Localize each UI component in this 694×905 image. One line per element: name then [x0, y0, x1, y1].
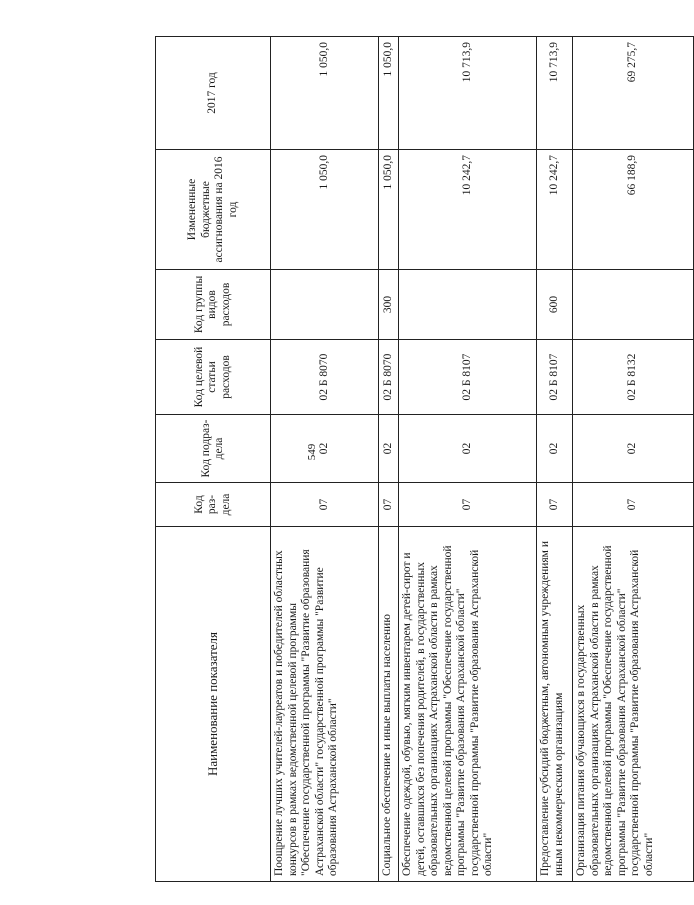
header-podrazdel: Код подраз-дела [156, 415, 271, 483]
row-podrazdel: 02 [399, 415, 537, 483]
row-vid: 300 [379, 270, 399, 340]
header-2017: 2017 год [156, 37, 271, 150]
row-razdel: 07 [271, 483, 379, 527]
row-vid [271, 270, 379, 340]
row-podrazdel: 02 [573, 415, 694, 483]
table-row [537, 37, 573, 882]
header-name: Наименование показателя [156, 527, 271, 882]
row-name: Социальное обеспечение и иные выплаты населению [379, 527, 399, 882]
row-sum2016: 10 242,7 [399, 150, 537, 270]
row-podrazdel: 02 [537, 415, 573, 483]
row-sum2016: 1 050,0 [271, 150, 379, 270]
row-vid [399, 270, 537, 340]
row-sum2016: 1 050,0 [379, 150, 399, 270]
row-celevaya: 02 Б 8107 [537, 340, 573, 415]
row-razdel: 07 [537, 483, 573, 527]
row-sum2017: 10 713,9 [537, 37, 573, 150]
row-podrazdel: 02 [271, 415, 379, 483]
header-row [156, 37, 271, 882]
row-sum2017: 69 275,7 [573, 37, 694, 150]
row-vid [573, 270, 694, 340]
row-sum2017: 1 050,0 [271, 37, 379, 150]
table-row [379, 37, 399, 882]
row-name: Предоставление субсидий бюджетным, автономным учреждениям и иным некоммерческим организациям [537, 527, 573, 882]
row-vid: 600 [537, 270, 573, 340]
row-name: Поощрение лучших учителей-лауреатов и победителей областных конкурсов в рамках ведомственной целевой программы "Обеспечение государственной программы "Развитие образования Астраханской области" государственной программы "Развитие образования Астраханской области" [271, 527, 379, 882]
row-sum2017: 1 050,0 [379, 37, 399, 150]
table-row [271, 37, 379, 882]
row-celevaya: 02 Б 8107 [399, 340, 537, 415]
table-row [399, 37, 537, 882]
row-name: Обеспечение одеждой, обувью, мягким инвентарем детей-сирот и детей, оставшихся без попечения родителей, в государственных образовательных организациях Астраханской области в рамках ведомственной целевой программы "Обеспечение государственной программы "Развитие образования Астраханской области" государственной программы "Развитие образования Астраханской области" [399, 527, 537, 882]
header-2016: Измененные бюджетные ассигнования на 2016 год [156, 150, 271, 270]
row-razdel: 07 [399, 483, 537, 527]
row-razdel: 07 [573, 483, 694, 527]
row-sum2017: 10 713,9 [399, 37, 537, 150]
row-name: Организация питания обучающихся в государственных образовательных организациях Астраханской области в рамках ведомственной целевой программы "Обеспечение государственной программы "Развитие образования Астраханской области" государственной программы "Развитие образования Астраханской области" [573, 527, 694, 882]
row-razdel: 07 [379, 483, 399, 527]
row-celevaya: 02 Б 8132 [573, 340, 694, 415]
row-celevaya: 02 Б 8070 [379, 340, 399, 415]
row-podrazdel: 02 [379, 415, 399, 483]
header-vid: Код группы видов расходов [156, 270, 271, 340]
table-row [573, 37, 694, 882]
page-number: 549 [306, 443, 318, 461]
budget-table-container [155, 37, 655, 882]
row-sum2016: 66 188,9 [573, 150, 694, 270]
row-celevaya: 02 Б 8070 [271, 340, 379, 415]
header-razdel: Код раз-дела [156, 483, 271, 527]
budget-table [155, 36, 694, 882]
header-celevaya: Код целевой статьи расходов [156, 340, 271, 415]
row-sum2016: 10 242,7 [537, 150, 573, 270]
